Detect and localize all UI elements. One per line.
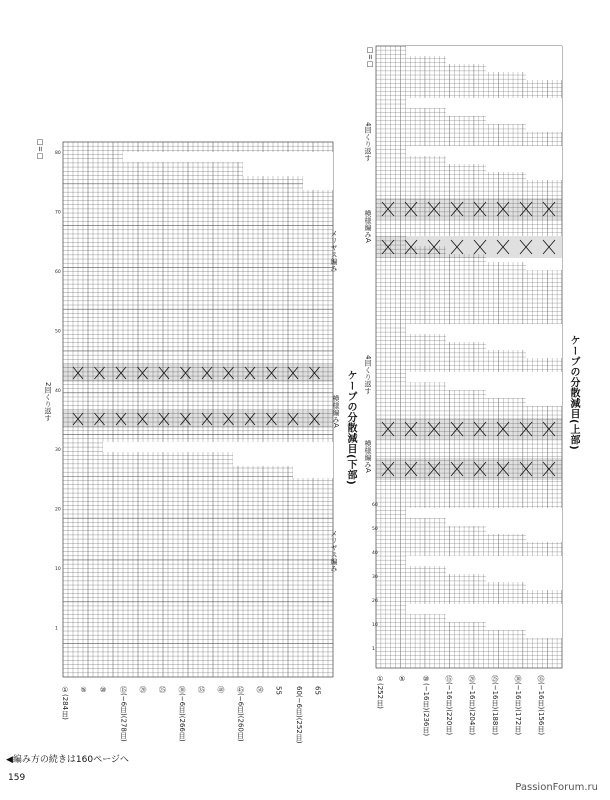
right-row-number: 20 [372, 599, 378, 604]
left-bottom-label: ㊵ [217, 686, 225, 693]
left-bottom-label: ㊺(−6目)(260目) [236, 686, 245, 742]
right-staircase-blank [526, 372, 562, 406]
right-staircase-blank [526, 324, 562, 358]
right-row-number: 30 [372, 575, 378, 580]
left-bottom-label: ㊿ [256, 686, 264, 693]
legend-right: □=□ [366, 46, 374, 68]
right-staircase-blank [526, 604, 562, 638]
right-cable-band [376, 236, 562, 258]
left-repeat-label: 2回くり返す [44, 382, 52, 422]
right-bottom-label: ㉟(−16目)(156目) [537, 675, 545, 736]
right-bottom-label: ㉚(−16目)(172目) [514, 675, 522, 736]
left-side-label-mid: 模様編みA [332, 395, 340, 428]
right-bottom-label: ⑤ [398, 675, 406, 683]
right-side-label-a: 模様編みA [364, 210, 372, 243]
right-cable-band [376, 458, 562, 480]
left-side-label-bottom: メリヤス編み [330, 530, 338, 572]
left-shaping-blank [233, 452, 333, 466]
left-row-number: 70 [55, 210, 61, 216]
left-row-number: 50 [55, 329, 61, 335]
right-bottom-label: ①(252目) [376, 675, 384, 709]
right-staircase-blank [526, 508, 562, 542]
left-knitting-chart [55, 138, 340, 683]
left-bottom-label: ㉟ [197, 686, 206, 693]
left-row-number: 30 [55, 448, 61, 454]
right-repeat-label-1: 4回くり返す [364, 122, 372, 162]
left-bottom-label: ⑳ [139, 686, 147, 693]
left-bottom-label: ⑮(−6目)(278目) [119, 686, 128, 742]
right-row-number: 50 [372, 527, 378, 532]
left-bottom-label: ㉚(−6目)(266目) [178, 686, 186, 742]
left-bottom-label: ⑩ [99, 686, 107, 694]
legend-left: □=□ [36, 138, 44, 160]
right-knitting-chart [372, 44, 567, 672]
continuation-note: ◀編み方の続きは160ページへ [6, 755, 129, 765]
right-row-number: 60 [372, 503, 378, 508]
left-shaping-blank [103, 442, 333, 452]
left-shaping-blank [243, 162, 333, 176]
left-row-number: 20 [55, 507, 61, 513]
left-shaping-blank [303, 176, 333, 190]
right-bottom-labels [375, 675, 565, 745]
right-cable-band [376, 198, 562, 220]
right-bottom-label: ⑳(−16目)(204目) [468, 675, 476, 736]
left-shaping-blank [123, 152, 333, 162]
left-bottom-labels [60, 686, 340, 746]
right-repeat-label-2: 4回くり返す [364, 355, 372, 395]
right-bottom-label: ⑮(−16目)(220目) [445, 675, 453, 736]
left-row-number: 10 [55, 567, 61, 573]
right-row-number: 10 [372, 623, 378, 628]
left-row-number: 40 [55, 388, 61, 394]
right-cable-band [376, 418, 562, 440]
left-bottom-label: 60(−6目)(252目) [295, 686, 303, 744]
left-bottom-label: 55 [274, 686, 283, 695]
right-chart-title: ケーブの分散減目(上部) [568, 335, 579, 451]
page-number: 159 [8, 773, 26, 783]
left-bottom-label: ⑤ [79, 686, 88, 694]
left-row-number: 60 [55, 269, 61, 275]
right-staircase-blank [526, 146, 562, 180]
right-row-number: 40 [372, 551, 378, 556]
right-row-number: 1 [372, 647, 375, 652]
left-shaping-blank [293, 466, 333, 478]
right-staircase-blank [526, 98, 562, 132]
left-bottom-label: ①(284目) [61, 686, 69, 720]
right-side-label-b: 模様編みA [364, 440, 372, 473]
watermark: PassionForum.ru [515, 782, 598, 793]
right-staircase-blank [526, 46, 562, 80]
left-row-number: 1 [55, 626, 58, 632]
left-bottom-label: 65 [313, 686, 322, 695]
right-bottom-label: ㉕(−16目)(188目) [491, 675, 499, 736]
right-bottom-label: ⑩(−16目)(236目) [422, 675, 430, 737]
left-bottom-label: ㉕ [158, 686, 167, 693]
left-row-number: 80 [55, 151, 61, 156]
left-side-label-top: メリヤス編み [330, 230, 338, 272]
left-chart-title: ケーブの分散減目(下部) [345, 370, 356, 486]
right-staircase-blank [526, 556, 562, 590]
